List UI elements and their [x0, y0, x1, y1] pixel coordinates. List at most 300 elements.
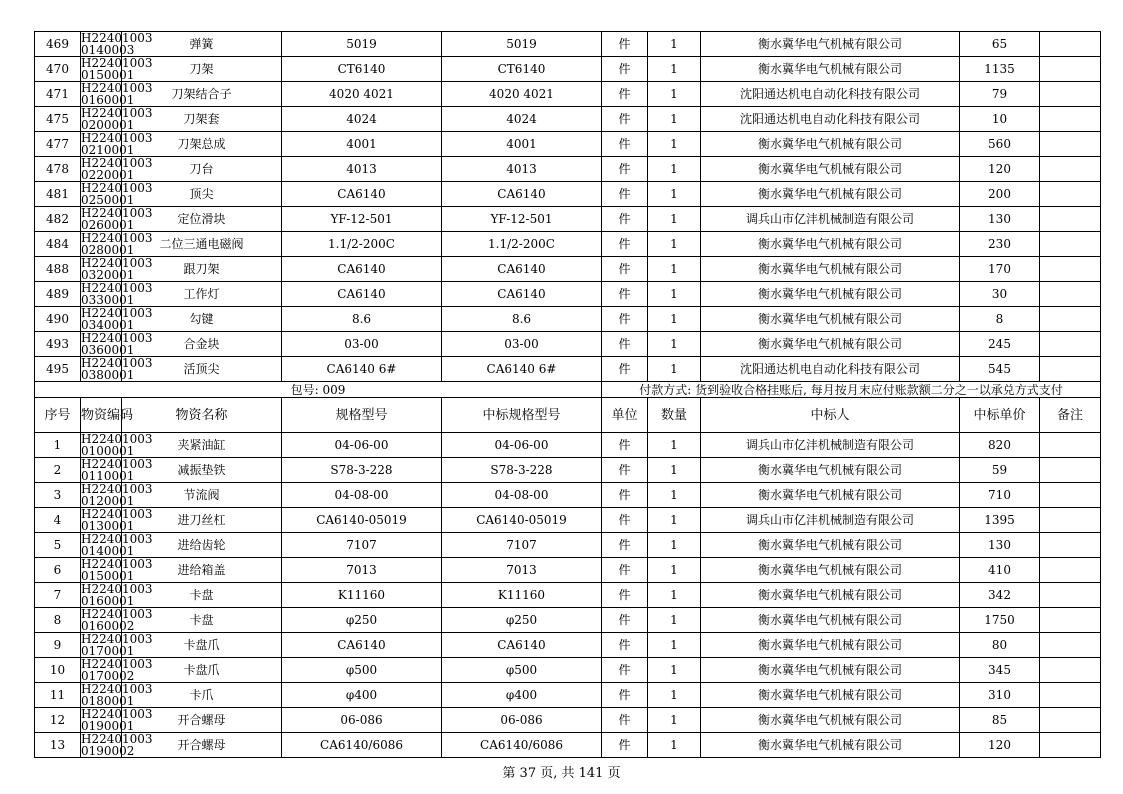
- cell-note: [1040, 357, 1101, 382]
- cell-note: [1040, 82, 1101, 107]
- cell-unit: 件: [602, 608, 648, 633]
- cell-note: [1040, 658, 1101, 683]
- cell-no: 475: [35, 107, 81, 132]
- cell-price: 130: [960, 207, 1040, 232]
- cell-name: 工作灯: [122, 282, 282, 307]
- cell-name: 二位三通电磁阀: [122, 232, 282, 257]
- cell-code1: H22401003: [81, 231, 153, 245]
- cell-unit: 件: [602, 683, 648, 708]
- cell-spec: CA6140: [282, 257, 442, 282]
- table-row: [35, 357, 1101, 382]
- page-number: 第 37 页, 共 141 页: [502, 766, 621, 781]
- cell-name: 卡爪: [122, 683, 282, 708]
- cell-unit: 件: [602, 733, 648, 758]
- cell-winner: 衡水冀华电气机械有限公司: [701, 683, 960, 708]
- cell-code2: 0190001: [81, 719, 135, 733]
- cell-price: 560: [960, 132, 1040, 157]
- cell-no: 495: [35, 357, 81, 382]
- cell-code2: 0160002: [81, 619, 135, 633]
- table-row: [35, 107, 1101, 132]
- cell-unit: 件: [602, 32, 648, 57]
- cell-no: 493: [35, 332, 81, 357]
- cell-code1: H22401003: [81, 532, 153, 546]
- cell-unit: 件: [602, 458, 648, 483]
- cell-winner: 调兵山市亿沣机械制造有限公司: [701, 433, 960, 458]
- table-row: [35, 483, 1101, 508]
- cell-name: 卡盘: [122, 608, 282, 633]
- cell-no: 478: [35, 157, 81, 182]
- cell-bid-spec: φ500: [442, 658, 602, 683]
- cell-code1: H22401003: [81, 331, 153, 345]
- cell-code2: 0120001: [81, 494, 135, 508]
- cell-unit: 件: [602, 708, 648, 733]
- cell-unit: 件: [602, 282, 648, 307]
- cell-unit: 件: [602, 433, 648, 458]
- cell-bid-spec: CA6140: [442, 282, 602, 307]
- table-row: [35, 332, 1101, 357]
- cell-qty: 1: [648, 32, 701, 57]
- cell-bid-spec: φ400: [442, 683, 602, 708]
- cell-name: 减振垫铁: [122, 458, 282, 483]
- cell-code: [81, 507, 153, 533]
- cell-note: [1040, 583, 1101, 608]
- cell-spec: 7107: [282, 533, 442, 558]
- table-row: [35, 683, 1101, 708]
- cell-spec: YF-12-501: [282, 207, 442, 232]
- cell-code2: 0140003: [81, 43, 135, 57]
- cell-spec: 7013: [282, 558, 442, 583]
- cell-code: [81, 281, 153, 307]
- table-row: [35, 433, 1101, 458]
- cell-winner: 沈阳通达机电自动化科技有限公司: [701, 82, 960, 107]
- cell-no: 9: [35, 633, 81, 658]
- cell-code2: 0340001: [81, 318, 135, 332]
- cell-code1: H22401003: [81, 557, 153, 571]
- cell-bid-spec: 04-08-00: [442, 483, 602, 508]
- cell-no: 4: [35, 508, 81, 533]
- cell-unit: 件: [602, 483, 648, 508]
- cell-name: 进给箱盖: [122, 558, 282, 583]
- cell-bid-spec: CA6140 6#: [442, 357, 602, 382]
- cell-code1: H22401003: [81, 482, 153, 496]
- cell-no: 482: [35, 207, 81, 232]
- cell-winner: 调兵山市亿沣机械制造有限公司: [701, 207, 960, 232]
- cell-qty: 1: [648, 307, 701, 332]
- table-row: [35, 57, 1101, 82]
- cell-code: [81, 707, 153, 733]
- cell-note: [1040, 132, 1101, 157]
- cell-name: 卡盘爪: [122, 658, 282, 683]
- cell-code: [81, 482, 153, 508]
- cell-qty: 1: [648, 332, 701, 357]
- cell-spec: 5019: [282, 32, 442, 57]
- cell-code2: 0160001: [81, 93, 135, 107]
- table-row: [35, 658, 1101, 683]
- cell-note: [1040, 232, 1101, 257]
- cell-code2: 0160001: [81, 594, 135, 608]
- cell-name: 刀架: [122, 57, 282, 82]
- table-row: [35, 157, 1101, 182]
- cell-unit: 件: [602, 658, 648, 683]
- cell-qty: 1: [648, 633, 701, 658]
- cell-qty: 1: [648, 483, 701, 508]
- table-row: [35, 282, 1101, 307]
- cell-unit: 件: [602, 357, 648, 382]
- cell-winner: 衡水冀华电气机械有限公司: [701, 533, 960, 558]
- cell-code: [81, 231, 153, 257]
- cell-bid-spec: 4001: [442, 132, 602, 157]
- cell-code: [81, 457, 153, 483]
- cell-code: [81, 81, 153, 107]
- cell-code2: 0360001: [81, 343, 135, 357]
- cell-winner: 衡水冀华电气机械有限公司: [701, 558, 960, 583]
- cell-no: 13: [35, 733, 81, 758]
- cell-unit: 件: [602, 633, 648, 658]
- cell-note: [1040, 182, 1101, 207]
- cell-code2: 0320001: [81, 268, 135, 282]
- cell-no: 488: [35, 257, 81, 282]
- cell-code: [81, 682, 153, 708]
- cell-price: 30: [960, 282, 1040, 307]
- cell-no: 469: [35, 32, 81, 57]
- cell-no: 1: [35, 433, 81, 458]
- cell-price: 820: [960, 433, 1040, 458]
- cell-note: [1040, 533, 1101, 558]
- cell-spec: 1.1/2-200C: [282, 232, 442, 257]
- cell-winner: 沈阳通达机电自动化科技有限公司: [701, 107, 960, 132]
- cell-code2: 0170002: [81, 669, 135, 683]
- cell-code: [81, 206, 153, 232]
- cell-note: [1040, 483, 1101, 508]
- cell-name: 定位滑块: [122, 207, 282, 232]
- cell-qty: 1: [648, 558, 701, 583]
- cell-code1: H22401003: [81, 56, 153, 70]
- cell-no: 477: [35, 132, 81, 157]
- cell-bid-spec: 7013: [442, 558, 602, 583]
- cell-spec: φ500: [282, 658, 442, 683]
- cell-name: 卡盘: [122, 583, 282, 608]
- cell-bid-spec: 8.6: [442, 307, 602, 332]
- cell-qty: 1: [648, 182, 701, 207]
- cell-bid-spec: 4024: [442, 107, 602, 132]
- cell-bid-spec: 06-086: [442, 708, 602, 733]
- cell-code: [81, 106, 153, 132]
- cell-price: 80: [960, 633, 1040, 658]
- cell-winner: 衡水冀华电气机械有限公司: [701, 708, 960, 733]
- cell-code2: 0130001: [81, 519, 135, 533]
- cell-qty: 1: [648, 357, 701, 382]
- cell-no: 11: [35, 683, 81, 708]
- cell-unit: 件: [602, 207, 648, 232]
- cell-bid-spec: CT6140: [442, 57, 602, 82]
- cell-price: 85: [960, 708, 1040, 733]
- cell-spec: 03-00: [282, 332, 442, 357]
- cell-unit: 件: [602, 82, 648, 107]
- cell-bid-spec: φ250: [442, 608, 602, 633]
- cell-price: 10: [960, 107, 1040, 132]
- header-price: 中标单价: [960, 398, 1040, 433]
- cell-code: [81, 306, 153, 332]
- cell-spec: 4020 4021: [282, 82, 442, 107]
- cell-code1: H22401003: [81, 356, 153, 370]
- cell-note: [1040, 733, 1101, 758]
- cell-bid-spec: 4013: [442, 157, 602, 182]
- cell-winner: 衡水冀华电气机械有限公司: [701, 307, 960, 332]
- cell-price: 120: [960, 733, 1040, 758]
- cell-code2: 0280001: [81, 243, 135, 257]
- cell-qty: 1: [648, 658, 701, 683]
- cell-winner: 衡水冀华电气机械有限公司: [701, 483, 960, 508]
- cell-name: 活顶尖: [122, 357, 282, 382]
- cell-code1: H22401003: [81, 457, 153, 471]
- cell-code2: 0100001: [81, 444, 135, 458]
- cell-name: 开合螺母: [122, 708, 282, 733]
- cell-note: [1040, 207, 1101, 232]
- cell-note: [1040, 708, 1101, 733]
- cell-code: [81, 557, 153, 583]
- cell-code2: 0200001: [81, 118, 135, 132]
- cell-unit: 件: [602, 107, 648, 132]
- cell-winner: 衡水冀华电气机械有限公司: [701, 132, 960, 157]
- table-row: [35, 182, 1101, 207]
- cell-code1: H22401003: [81, 707, 153, 721]
- cell-winner: 衡水冀华电气机械有限公司: [701, 658, 960, 683]
- cell-code2: 0260001: [81, 218, 135, 232]
- column-header-row: [35, 398, 1101, 433]
- cell-bid-spec: CA6140-05019: [442, 508, 602, 533]
- header-qty: 数量: [648, 398, 701, 433]
- cell-name: 卡盘爪: [122, 633, 282, 658]
- cell-qty: 1: [648, 708, 701, 733]
- cell-code1: H22401003: [81, 156, 153, 170]
- cell-spec: S78-3-228: [282, 458, 442, 483]
- table-row: [35, 733, 1101, 758]
- cell-code: [81, 356, 153, 382]
- cell-note: [1040, 433, 1101, 458]
- cell-code1: H22401003: [81, 657, 153, 671]
- cell-name: 夹紧油缸: [122, 433, 282, 458]
- cell-winner: 沈阳通达机电自动化科技有限公司: [701, 357, 960, 382]
- table-row: [35, 32, 1101, 57]
- cell-price: 410: [960, 558, 1040, 583]
- cell-bid-spec: 1.1/2-200C: [442, 232, 602, 257]
- cell-code: [81, 256, 153, 282]
- cell-price: 342: [960, 583, 1040, 608]
- cell-spec: 8.6: [282, 307, 442, 332]
- cell-no: 8: [35, 608, 81, 633]
- cell-code2: 0250001: [81, 193, 135, 207]
- cell-spec: CA6140: [282, 282, 442, 307]
- cell-name: 开合螺母: [122, 733, 282, 758]
- cell-winner: 衡水冀华电气机械有限公司: [701, 332, 960, 357]
- cell-qty: 1: [648, 157, 701, 182]
- cell-no: 471: [35, 82, 81, 107]
- cell-bid-spec: 4020 4021: [442, 82, 602, 107]
- table-row: [35, 583, 1101, 608]
- cell-winner: 衡水冀华电气机械有限公司: [701, 583, 960, 608]
- cell-note: [1040, 633, 1101, 658]
- cell-winner: 衡水冀华电气机械有限公司: [701, 182, 960, 207]
- cell-qty: 1: [648, 733, 701, 758]
- cell-price: 8: [960, 307, 1040, 332]
- cell-bid-spec: CA6140: [442, 633, 602, 658]
- cell-qty: 1: [648, 57, 701, 82]
- cell-bid-spec: 04-06-00: [442, 433, 602, 458]
- cell-spec: CA6140: [282, 182, 442, 207]
- cell-name: 进刀丝杠: [122, 508, 282, 533]
- cell-qty: 1: [648, 132, 701, 157]
- cell-bid-spec: YF-12-501: [442, 207, 602, 232]
- cell-qty: 1: [648, 257, 701, 282]
- cell-no: 484: [35, 232, 81, 257]
- cell-code2: 0150001: [81, 68, 135, 82]
- cell-bid-spec: 5019: [442, 32, 602, 57]
- cell-winner: 调兵山市亿沣机械制造有限公司: [701, 508, 960, 533]
- cell-no: 7: [35, 583, 81, 608]
- cell-code1: H22401003: [81, 582, 153, 596]
- cell-code1: H22401003: [81, 432, 153, 446]
- cell-note: [1040, 282, 1101, 307]
- cell-code2: 0140001: [81, 544, 135, 558]
- cell-spec: 04-06-00: [282, 433, 442, 458]
- cell-no: 470: [35, 57, 81, 82]
- cell-code1: H22401003: [81, 256, 153, 270]
- cell-qty: 1: [648, 107, 701, 132]
- cell-note: [1040, 458, 1101, 483]
- cell-unit: 件: [602, 533, 648, 558]
- cell-note: [1040, 683, 1101, 708]
- cell-unit: 件: [602, 132, 648, 157]
- cell-price: 79: [960, 82, 1040, 107]
- table-row: [35, 82, 1101, 107]
- cell-code: [81, 532, 153, 558]
- cell-spec: φ400: [282, 683, 442, 708]
- cell-code1: H22401003: [81, 732, 153, 746]
- table-row: [35, 458, 1101, 483]
- cell-note: [1040, 157, 1101, 182]
- header-code: 物资编码: [81, 398, 122, 433]
- cell-code1: H22401003: [81, 632, 153, 646]
- cell-code1: H22401003: [81, 131, 153, 145]
- cell-price: 65: [960, 32, 1040, 57]
- cell-name: 顶尖: [122, 182, 282, 207]
- cell-code: [81, 432, 153, 458]
- cell-bid-spec: CA6140: [442, 257, 602, 282]
- cell-price: 1395: [960, 508, 1040, 533]
- cell-code: [81, 657, 153, 683]
- cell-note: [1040, 257, 1101, 282]
- cell-name: 合金块: [122, 332, 282, 357]
- cell-code1: H22401003: [81, 682, 153, 696]
- cell-winner: 衡水冀华电气机械有限公司: [701, 157, 960, 182]
- cell-name: 刀架套: [122, 107, 282, 132]
- cell-note: [1040, 332, 1101, 357]
- cell-qty: 1: [648, 282, 701, 307]
- table-row: [35, 132, 1101, 157]
- cell-bid-spec: K11160: [442, 583, 602, 608]
- package-label: 包号: 009: [35, 382, 602, 398]
- cell-code2: 0110001: [81, 469, 135, 483]
- cell-unit: 件: [602, 257, 648, 282]
- cell-code: [81, 31, 153, 57]
- cell-winner: 衡水冀华电气机械有限公司: [701, 608, 960, 633]
- cell-code2: 0180001: [81, 694, 135, 708]
- cell-unit: 件: [602, 182, 648, 207]
- cell-name: 节流阀: [122, 483, 282, 508]
- cell-code: [81, 331, 153, 357]
- cell-code1: H22401003: [81, 306, 153, 320]
- cell-code2: 0330001: [81, 293, 135, 307]
- cell-code2: 0210001: [81, 143, 135, 157]
- cell-note: [1040, 57, 1101, 82]
- table-row: [35, 257, 1101, 282]
- cell-note: [1040, 508, 1101, 533]
- cell-code2: 0190002: [81, 744, 135, 758]
- cell-code1: H22401003: [81, 607, 153, 621]
- cell-no: 489: [35, 282, 81, 307]
- cell-name: 弹簧: [122, 32, 282, 57]
- cell-spec: 04-08-00: [282, 483, 442, 508]
- cell-winner: 衡水冀华电气机械有限公司: [701, 282, 960, 307]
- cell-unit: 件: [602, 332, 648, 357]
- table-row: [35, 533, 1101, 558]
- cell-name: 跟刀架: [122, 257, 282, 282]
- cell-price: 170: [960, 257, 1040, 282]
- cell-spec: CA6140-05019: [282, 508, 442, 533]
- cell-winner: 衡水冀华电气机械有限公司: [701, 458, 960, 483]
- cell-note: [1040, 608, 1101, 633]
- cell-code1: H22401003: [81, 206, 153, 220]
- cell-winner: 衡水冀华电气机械有限公司: [701, 257, 960, 282]
- cell-note: [1040, 558, 1101, 583]
- cell-unit: 件: [602, 558, 648, 583]
- cell-code1: H22401003: [81, 81, 153, 95]
- cell-price: 130: [960, 533, 1040, 558]
- cell-code: [81, 607, 153, 633]
- package-header: [35, 382, 1101, 433]
- cell-code: [81, 56, 153, 82]
- cell-no: 490: [35, 307, 81, 332]
- cell-price: 545: [960, 357, 1040, 382]
- cell-no: 12: [35, 708, 81, 733]
- cell-price: 245: [960, 332, 1040, 357]
- header-winner: 中标人: [701, 398, 960, 433]
- cell-qty: 1: [648, 683, 701, 708]
- cell-no: 6: [35, 558, 81, 583]
- cell-spec: 4001: [282, 132, 442, 157]
- header-spec: 规格型号: [282, 398, 442, 433]
- cell-bid-spec: 7107: [442, 533, 602, 558]
- cell-code: [81, 582, 153, 608]
- payment-terms: 付款方式: 货到验收合格挂账后, 每月按月末应付账款额二分之一以承兑方式支付: [602, 382, 1101, 398]
- cell-winner: 衡水冀华电气机械有限公司: [701, 32, 960, 57]
- cell-no: 3: [35, 483, 81, 508]
- cell-unit: 件: [602, 307, 648, 332]
- cell-code: [81, 156, 153, 182]
- table-row: [35, 307, 1101, 332]
- cell-price: 710: [960, 483, 1040, 508]
- cell-spec: φ250: [282, 608, 442, 633]
- cell-note: [1040, 307, 1101, 332]
- cell-bid-spec: CA6140: [442, 182, 602, 207]
- table-row: [35, 633, 1101, 658]
- bid-results-table: [34, 31, 1101, 758]
- cell-price: 1750: [960, 608, 1040, 633]
- table-row: [35, 608, 1101, 633]
- cell-code2: 0220001: [81, 168, 135, 182]
- table-row: [35, 558, 1101, 583]
- cell-spec: CA6140 6#: [282, 357, 442, 382]
